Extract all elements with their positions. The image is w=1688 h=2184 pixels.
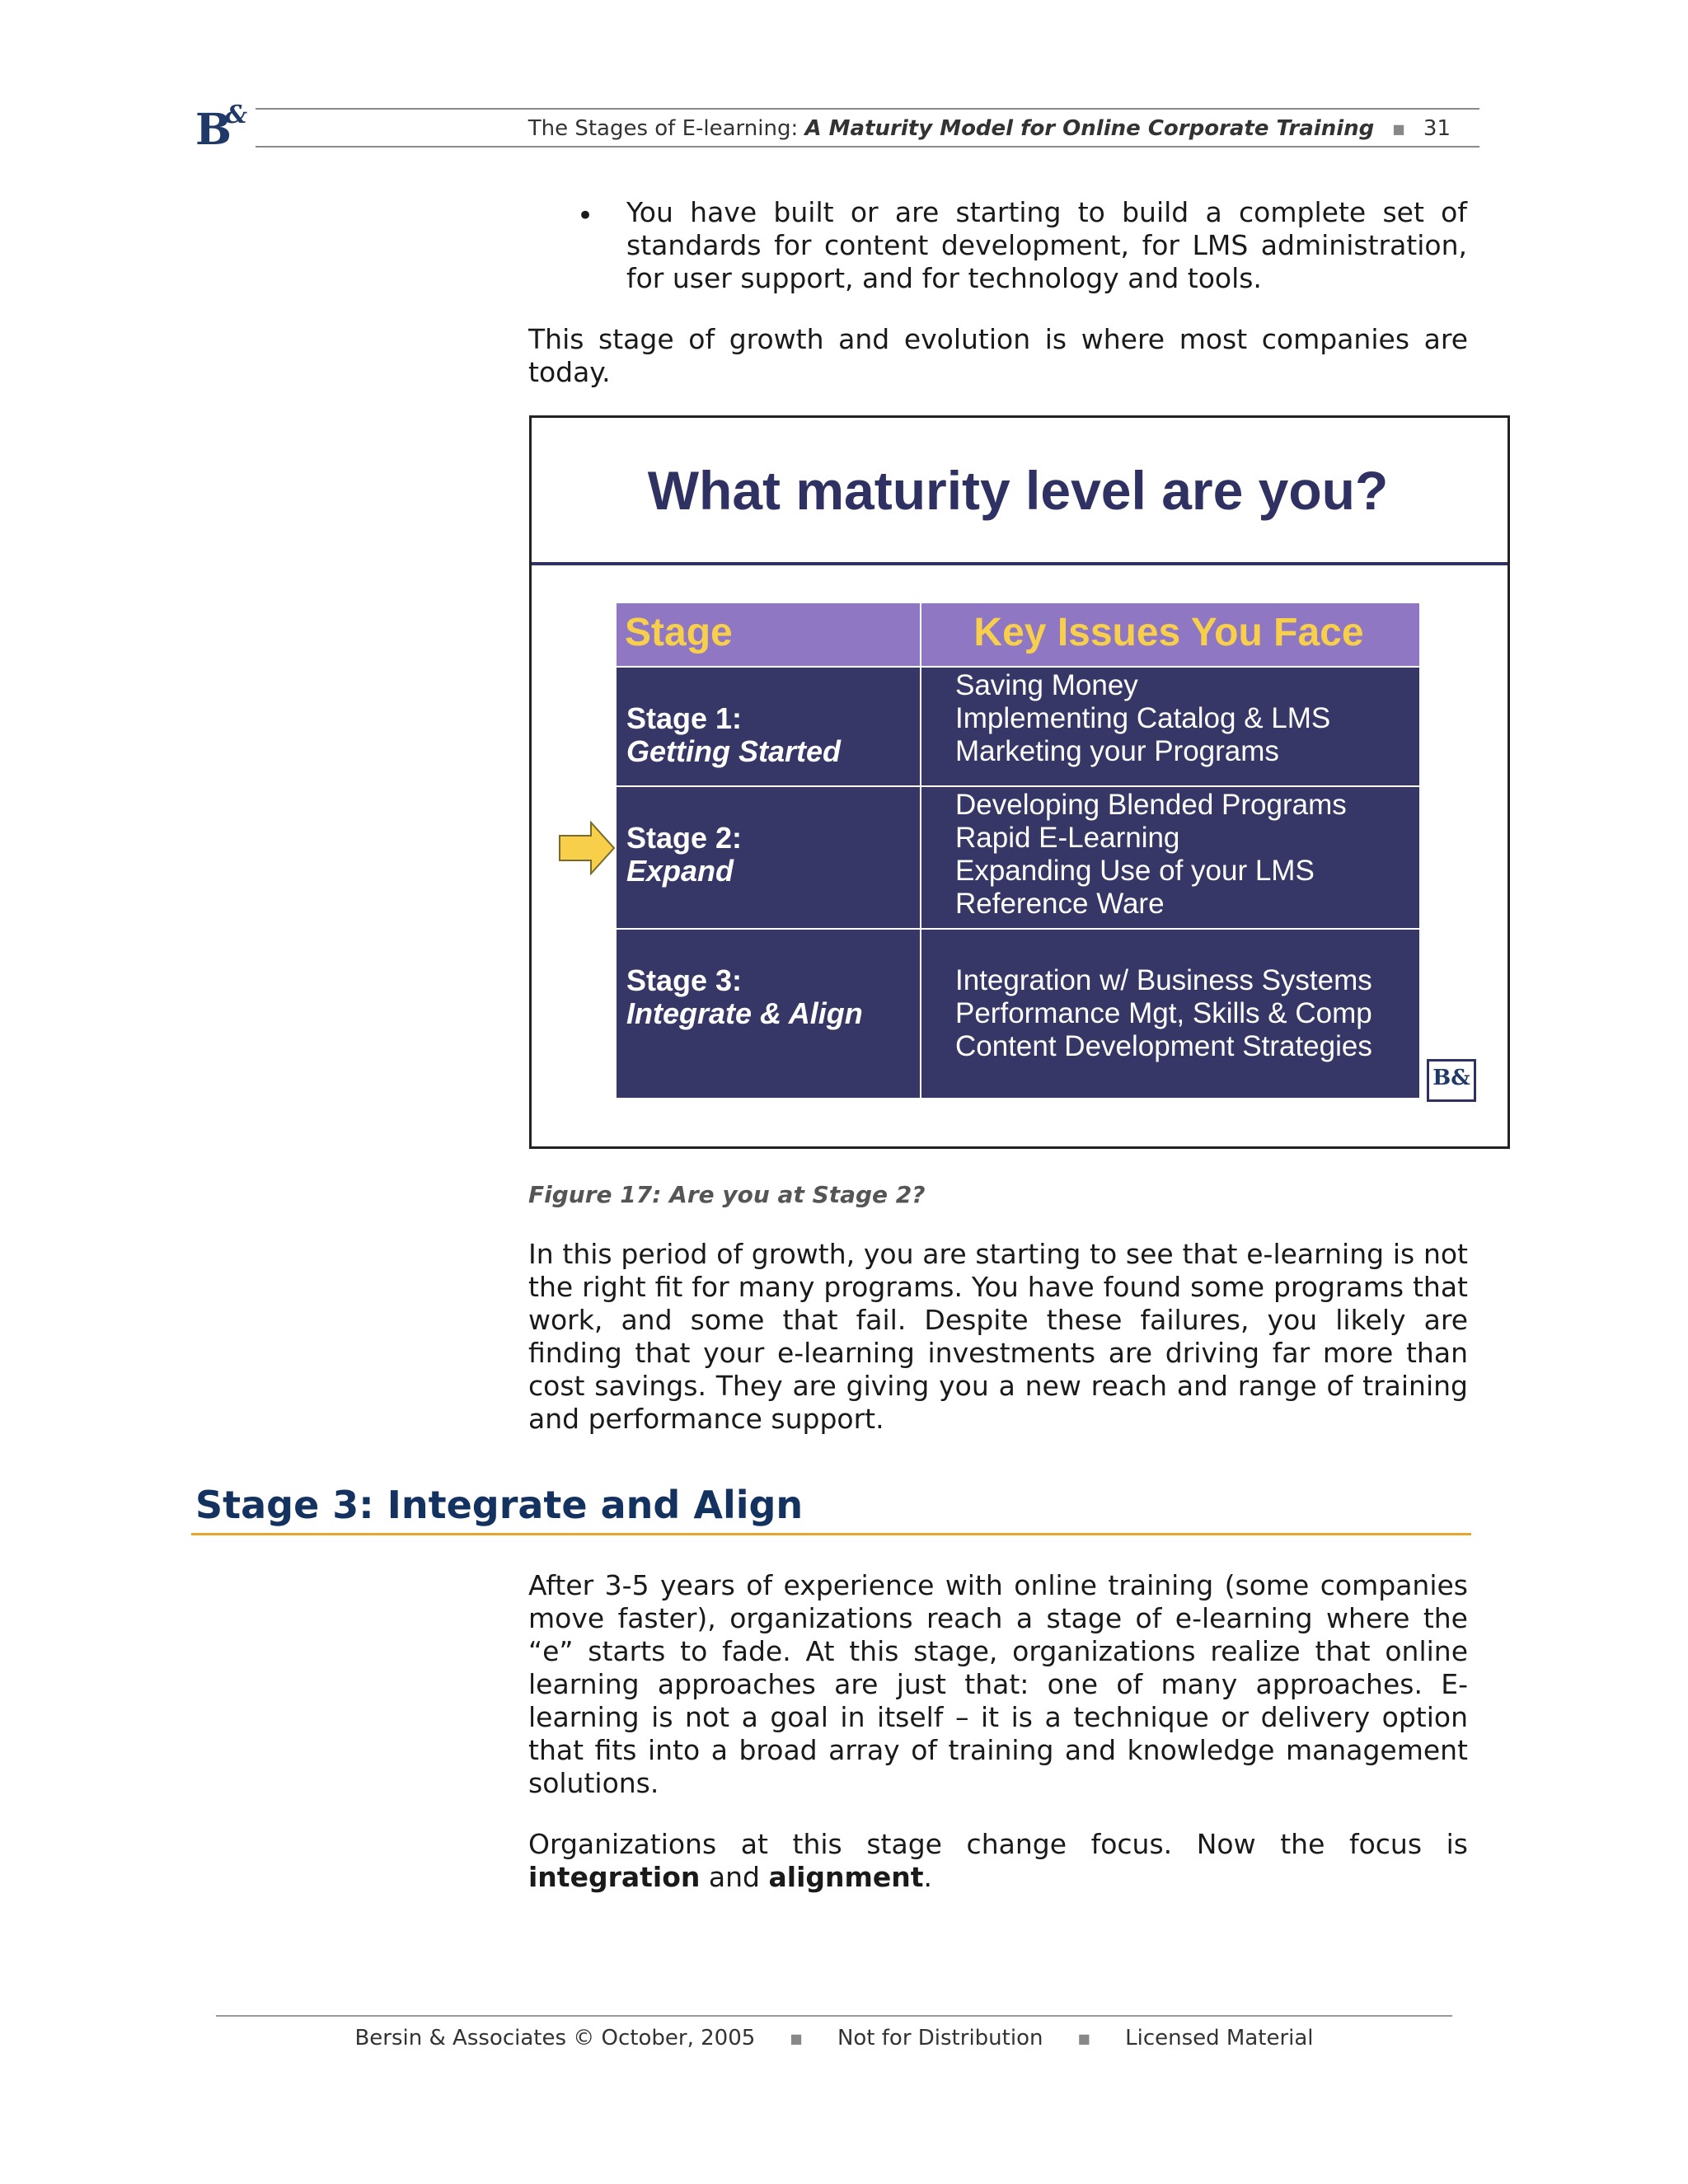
list-item: Expanding Use of your LMS	[955, 855, 1315, 887]
company-logo: B &	[195, 101, 248, 155]
stage-3-cell	[626, 964, 863, 1030]
stage-3-name: Integrate & Align	[626, 996, 863, 1030]
section-paragraph-2	[528, 1828, 1468, 1894]
figure-logo-icon: B&	[1427, 1059, 1476, 1102]
footer-license: Licensed Material	[1125, 2026, 1314, 2050]
page-number: 31	[1423, 116, 1451, 141]
figure-caption: Figure 17: Are you at Stage 2?	[528, 1181, 926, 1208]
table-column-divider	[920, 603, 921, 1098]
stage-1-cell	[626, 702, 841, 768]
section-heading-rule	[191, 1533, 1471, 1535]
header-title: The Stages of E-learning:	[528, 116, 799, 141]
intro-paragraph: This stage of growth and evolution is where most companies are today.	[528, 323, 1468, 388]
list-item: Saving Money	[955, 669, 1138, 701]
list-item: Implementing Catalog & LMS	[955, 702, 1331, 734]
figure-title-rule	[532, 562, 1507, 565]
section-heading: Stage 3: Integrate and Align	[195, 1483, 804, 1527]
list-item: Integration w/ Business Systems	[955, 964, 1372, 996]
maturity-table	[617, 603, 1419, 1098]
paragraph-2-suffix: .	[923, 1861, 933, 1893]
header-rule-bottom	[256, 146, 1479, 148]
bullet-icon: •	[577, 199, 594, 232]
section-paragraph-1: After 3-5 years of experience with online training (some companies move faster), organizations reach a stage of e-learning where the “e” starts to fade. At this stage, organizations realize that online learning approaches are just that: one of many approaches. E-learning is not a goal in itself – it is a technique or delivery option that fits into a broad array of training and knowledge management solutions.	[528, 1569, 1468, 1799]
header-separator-icon: ■	[1392, 120, 1405, 137]
stage-1-label: Stage 1:	[626, 701, 743, 735]
list-item: Reference Ware	[955, 888, 1165, 920]
list-item: Developing Blended Programs	[955, 789, 1347, 821]
stage-3-issues	[955, 964, 1372, 1063]
intro-bullet-text: You have built or are starting to build a complete set of standards for content development, for LMS administration, for user support, and for technology and tools.	[626, 196, 1467, 294]
header-rule-top	[256, 108, 1479, 110]
list-item: Rapid E-Learning	[955, 822, 1180, 854]
running-header	[256, 114, 1451, 144]
stage-1-name: Getting Started	[626, 734, 842, 768]
footer-distribution: Not for Distribution	[837, 2026, 1043, 2050]
table-header-issues: Key Issues You Face	[973, 611, 1364, 654]
stage-2-label: Stage 2:	[626, 821, 743, 855]
stage-3-label: Stage 3:	[626, 963, 743, 997]
growth-paragraph: In this period of growth, you are starting to see that e-learning is not the right fit for many programs. You have found some programs that work, and some that fail. Despite these failures, you likely are finding that your e-learning investments are driving far more than cost savings. They are giving you a new reach and range of training and performance support.	[528, 1238, 1468, 1435]
table-header-stage: Stage	[625, 611, 733, 654]
list-item: Marketing your Programs	[955, 735, 1279, 767]
list-item: Content Development Strategies	[955, 1030, 1372, 1062]
list-item: Performance Mgt, Skills & Comp	[955, 997, 1372, 1029]
footer-rule	[216, 2015, 1452, 2017]
paragraph-2-mid: and	[708, 1861, 760, 1893]
stage-2-cell	[626, 822, 742, 888]
page-footer	[216, 2023, 1452, 2054]
stage-2-name: Expand	[626, 854, 734, 888]
paragraph-2-bold-2: alignment	[768, 1861, 924, 1893]
footer-copyright: Bersin & Associates © October, 2005	[354, 2026, 756, 2050]
header-subtitle: A Maturity Model for Online Corporate Training	[804, 116, 1375, 141]
footer-separator-icon: ■	[790, 2030, 803, 2046]
stage-1-issues	[955, 669, 1330, 768]
footer-separator-icon: ■	[1077, 2030, 1090, 2046]
paragraph-2-bold-1: integration	[528, 1861, 701, 1893]
stage-2-issues	[955, 789, 1347, 921]
paragraph-2-prefix: Organizations at this stage change focus. Now the focus is	[528, 1828, 1468, 1860]
figure-title: What maturity level are you?	[647, 460, 1389, 521]
arrow-right-icon	[558, 821, 616, 875]
